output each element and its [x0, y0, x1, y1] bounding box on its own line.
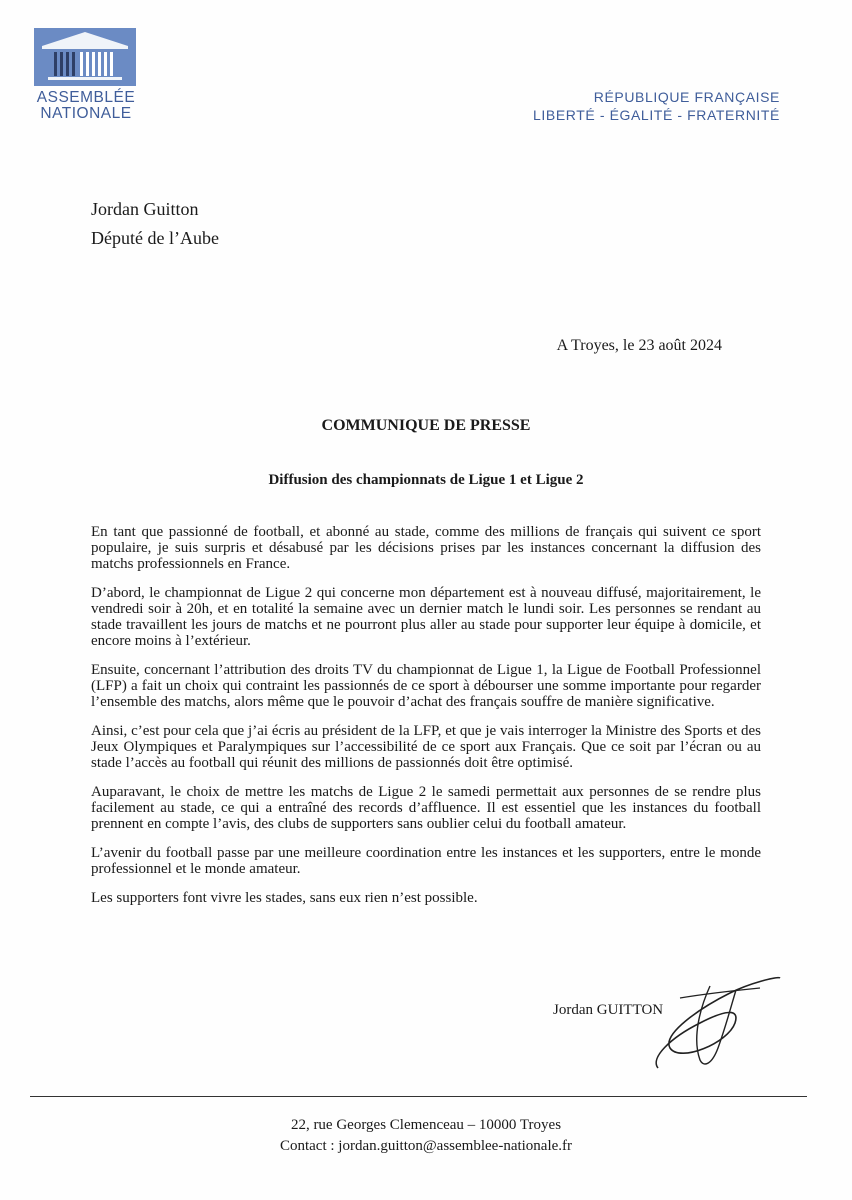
- republic-header: [533, 88, 780, 124]
- footer: [0, 1115, 852, 1157]
- logo-line-1: ASSEMBLÉE: [36, 89, 136, 106]
- assemblee-nationale-logo: [34, 28, 138, 122]
- paragraph: Ainsi, c’est pour cela que j’ai écris au président de la LFP, et que je vais interroger la Ministre des Sports et des Jeux Olympiques et Paralympiques sur l’accessibilité de ce sport aux Français. Que ce soit par l’écran ou au stade l’accès au football qui réunit des millions de passionnés doit être optimisé.: [91, 723, 761, 771]
- date-line: A Troyes, le 23 août 2024: [556, 337, 722, 354]
- paragraph: Ensuite, concernant l’attribution des droits TV du championnat de Ligue 1, la Ligue de Football Professionnel (LFP) a fait un choix qui contraint les passionnés de ce sport à débourser une somme importante pour regarder l’ensemble des matchs, alors même que le pouvoir d’achat des français souffre de manière significative.: [91, 662, 761, 710]
- republic-motto: LIBERTÉ - ÉGALITÉ - FRATERNITÉ: [533, 107, 780, 123]
- republic-title: RÉPUBLIQUE FRANÇAISE: [593, 89, 780, 105]
- logo-line-2: NATIONALE: [40, 105, 132, 122]
- paragraph: D’abord, le championnat de Ligue 2 qui concerne mon département est à nouveau diffusé, majoritairement, le vendredi soir à 20h, et en totalité la semaine avec un dernier match le lundi soir. Les personnes se rendant au stade travaillent les jours de matchs et ne pourront plus aller au stade pour supporter leur équipe à domicile, et encore moins à l’extérieur.: [91, 585, 761, 649]
- footer-address: 22, rue Georges Clemenceau – 10000 Troyes: [290, 1117, 562, 1133]
- sender-block: [91, 195, 219, 253]
- signature-name: Jordan GUITTON: [553, 1002, 664, 1018]
- paragraph: Les supporters font vivre les stades, sans eux rien n’est possible.: [91, 890, 478, 906]
- paragraph: Auparavant, le choix de mettre les matchs de Ligue 2 le samedi permettait aux personnes de se rendre plus facilement au stade, ce qui a entraîné des records d’affluence. Il est essentiel que les instances du football prennent en compte l’avis, des clubs de supporters sans oublier celui du football amateur.: [91, 784, 761, 832]
- sender-role: Député de l’Aube: [91, 228, 219, 248]
- handwritten-signature: [640, 968, 790, 1083]
- footer-contact: Contact : jordan.guitton@assemblee-nationale.fr: [279, 1138, 573, 1154]
- hemicycle-icon: [34, 28, 136, 86]
- footer-divider: [30, 1096, 807, 1097]
- press-release-body: [91, 524, 761, 919]
- paragraph: En tant que passionné de football, et abonné au stade, comme des millions de français qui suivent ce sport populaire, je suis surpris et désabusé par les décisions prises par les instances concernant la diffusion des matchs professionnels en France.: [91, 524, 761, 572]
- page-title: COMMUNIQUE DE PRESSE: [321, 417, 531, 434]
- paragraph: L’avenir du football passe par une meilleure coordination entre les instances et les supporters, entre le monde professionnel et le monde amateur.: [91, 845, 761, 877]
- page-subtitle: Diffusion des championnats de Ligue 1 et Ligue 2: [268, 472, 584, 488]
- sender-name: Jordan Guitton: [91, 199, 199, 219]
